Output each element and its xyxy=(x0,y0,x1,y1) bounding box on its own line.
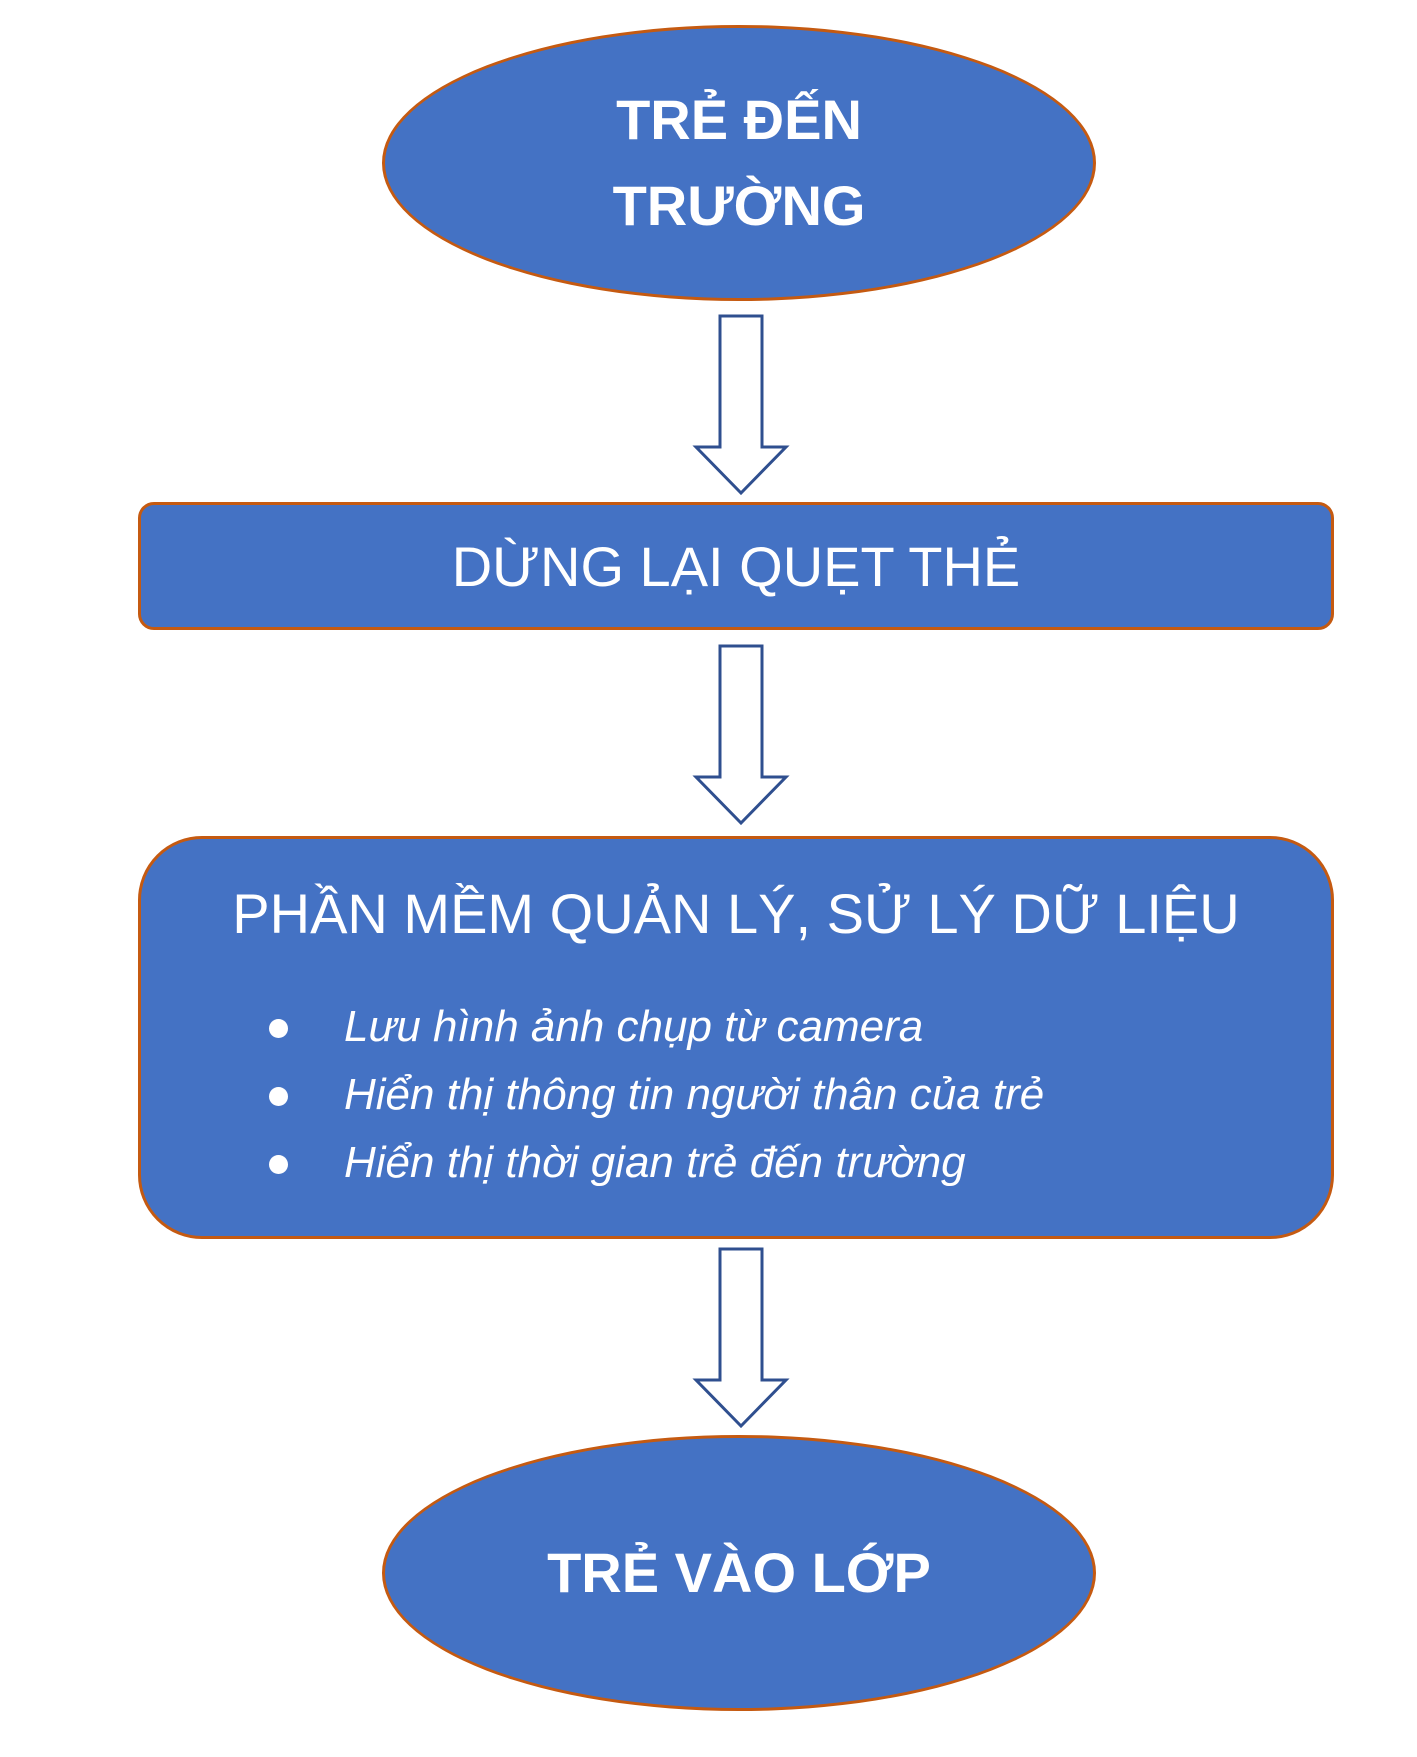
arrow-start-to-step1 xyxy=(696,316,786,493)
arrow-step2-to-end xyxy=(696,1249,786,1426)
end-node xyxy=(382,1435,1096,1711)
bullet-icon xyxy=(269,1087,288,1106)
software-processing-title: PHẦN MỀM QUẢN LÝ, SỬ LÝ DỮ LIỆU xyxy=(232,882,1240,945)
list-item xyxy=(141,1130,1241,1198)
bullet-text: Lưu hình ảnh chụp từ camera xyxy=(344,1002,924,1051)
list-item xyxy=(141,1062,1241,1130)
arrow-step1-to-step2 xyxy=(696,646,786,823)
swipe-card-step-label: DỪNG LẠI QUẸT THẺ xyxy=(451,534,1021,598)
bullet-text: Hiển thị thông tin người thân của trẻ xyxy=(344,1070,1045,1119)
start-node xyxy=(382,25,1096,301)
end-node-label: TRẺ VÀO LỚP xyxy=(547,1541,931,1604)
bullet-icon xyxy=(269,1019,288,1038)
start-node-label: TRẺ ĐẾN TRƯỜNG xyxy=(612,88,866,237)
bullet-list xyxy=(141,994,1241,1198)
list-item xyxy=(141,994,1241,1062)
swipe-card-step xyxy=(138,502,1334,630)
software-processing-box xyxy=(138,836,1334,1239)
bullet-icon xyxy=(269,1155,288,1174)
bullet-text: Hiển thị thời gian trẻ đến trường xyxy=(344,1138,966,1187)
